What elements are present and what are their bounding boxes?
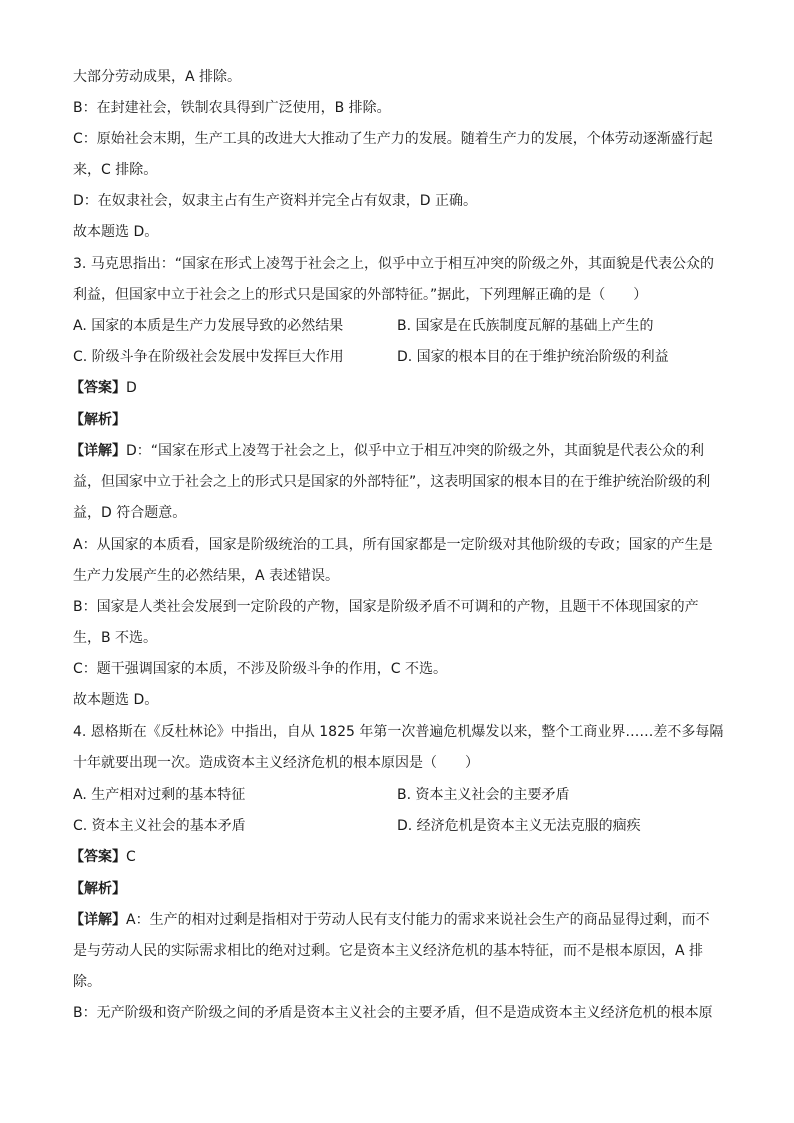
text-line: 益，D 符合题意。 bbox=[73, 505, 187, 521]
text-line: 大部分劳动成果，A 排除。 bbox=[73, 69, 242, 85]
text-line: 生，B 不选。 bbox=[73, 630, 158, 646]
question-3-option-d: D. 国家的根本目的在于维护统治阶级的利益 bbox=[397, 349, 669, 365]
text-line: A：从国家的本质看，国家是阶级统治的工具，所有国家都是一定阶级对其他阶级的专政；国家的产生是 bbox=[73, 537, 713, 553]
question-4-stem: 十年就要出现一次。造成资本主义经济危机的根本原因是（ ） bbox=[73, 755, 479, 771]
text-line: 是与劳动人民的实际需求相比的绝对过剩。它是资本主义经济危机的基本特征，而不是根本原因，A 排 bbox=[73, 943, 704, 959]
text-line: 生产力发展产生的必然结果，A 表述错误。 bbox=[73, 568, 340, 584]
question-3-option-a: A. 国家的本质是生产力发展导致的必然结果 bbox=[73, 318, 344, 334]
question-3-stem: 3. 马克思指出：“国家在形式上凌驾于社会之上，似乎中立于相互冲突的阶级之外，其面貌是代表公众的 bbox=[73, 256, 715, 272]
text-line: C：原始社会末期，生产工具的改进大大推动了生产力的发展。随着生产力的发展，个体劳动逐渐盛行起 bbox=[73, 131, 713, 147]
answer-tag: 【答案】 bbox=[70, 380, 126, 396]
answer-value: D bbox=[126, 380, 137, 396]
text-line: B：在封建社会，铁制农具得到广泛使用，B 排除。 bbox=[73, 100, 391, 116]
question-3-option-c: C. 阶级斗争在阶级社会发展中发挥巨大作用 bbox=[73, 349, 344, 365]
question-4-stem: 4. 恩格斯在《反杜林论》中指出，自从 1825 年第一次普遍危机爆发以来，整个工商业界……差不多每隔 bbox=[73, 724, 724, 740]
question-4-option-a: A. 生产相对过剩的基本特征 bbox=[73, 787, 246, 803]
text-line: 故本题选 D。 bbox=[73, 224, 159, 240]
detail-text: A：生产的相对过剩是指相对于劳动人民有支付能力的需求来说社会生产的商品显得过剩，而不 bbox=[126, 912, 710, 928]
text-line: 来，C 排除。 bbox=[73, 162, 158, 178]
detail-tag: 【详解】 bbox=[70, 443, 126, 459]
question-3-detail bbox=[70, 441, 720, 461]
text-line: D：在奴隶社会，奴隶主占有生产资料并完全占有奴隶，D 正确。 bbox=[73, 193, 478, 209]
text-line: C：题干强调国家的本质，不涉及阶级斗争的作用，C 不选。 bbox=[73, 661, 447, 677]
answer-value: C bbox=[126, 849, 136, 865]
question-3-stem: 利益，但国家中立于社会之上的形式只是国家的外部特征。”据此，下列理解正确的是（ ） bbox=[73, 287, 648, 303]
detail-text: D：“国家在形式上凌驾于社会之上，似乎中立于相互冲突的阶级之外，其面貌是代表公众的利 bbox=[126, 443, 705, 459]
question-4-option-b: B. 资本主义社会的主要矛盾 bbox=[397, 787, 570, 803]
text-line: 故本题选 D。 bbox=[73, 692, 159, 708]
question-4-analysis-tag: 【解析】 bbox=[70, 881, 126, 897]
question-4-option-d: D. 经济危机是资本主义无法克服的痼疾 bbox=[397, 818, 641, 834]
question-4-answer bbox=[70, 847, 720, 867]
text-line: 除。 bbox=[73, 974, 101, 990]
question-3-analysis-tag: 【解析】 bbox=[70, 412, 126, 428]
question-4-option-c: C. 资本主义社会的基本矛盾 bbox=[73, 818, 246, 834]
answer-tag: 【答案】 bbox=[70, 849, 126, 865]
text-line: B：国家是人类社会发展到一定阶段的产物，国家是阶级矛盾不可调和的产物，且题干不体现国家的产 bbox=[73, 599, 699, 615]
question-3-option-b: B. 国家是在氏族制度瓦解的基础上产生的 bbox=[397, 318, 654, 334]
detail-tag: 【详解】 bbox=[70, 912, 126, 928]
text-line: B：无产阶级和资产阶级之间的矛盾是资本主义社会的主要矛盾，但不是造成资本主义经济危机的根本原 bbox=[73, 1005, 713, 1021]
question-3-answer bbox=[70, 378, 720, 398]
text-line: 益，但国家中立于社会之上的形式只是国家的外部特征”，这表明国家的根本目的在于维护统治阶级的利 bbox=[73, 474, 711, 490]
question-4-detail bbox=[70, 910, 720, 930]
